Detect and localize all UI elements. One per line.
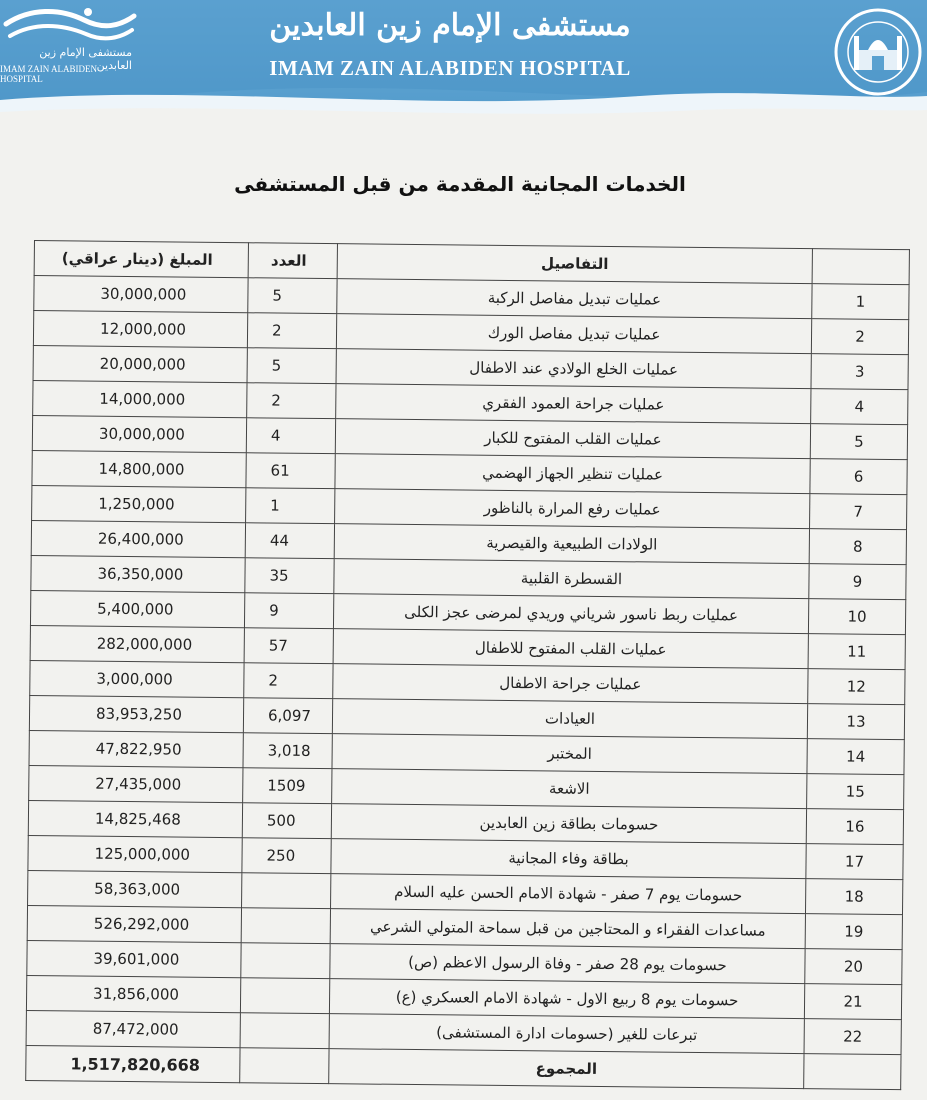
row-number: 12 xyxy=(808,669,905,705)
row-count xyxy=(241,943,330,979)
row-number: 20 xyxy=(805,949,902,985)
row-details: عمليات جراحة العمود الفقري xyxy=(336,384,811,424)
row-number: 22 xyxy=(804,1019,901,1055)
row-details: عمليات القلب المفتوح للاطفال xyxy=(333,629,808,669)
row-amount: 20,000,000 xyxy=(33,345,247,382)
row-details: المختبر xyxy=(332,734,807,774)
row-number: 6 xyxy=(810,459,907,495)
row-amount: 125,000,000 xyxy=(28,835,242,872)
row-count xyxy=(241,908,330,944)
row-count: 2 xyxy=(247,313,336,349)
row-amount: 39,601,000 xyxy=(27,940,241,977)
row-amount: 3,000,000 xyxy=(30,660,244,697)
row-number: 19 xyxy=(805,914,902,950)
row-amount: 1,250,000 xyxy=(32,485,246,522)
row-count: 2 xyxy=(244,663,333,699)
row-number: 21 xyxy=(804,984,901,1020)
row-amount: 31,856,000 xyxy=(26,975,240,1012)
total-amount: 1,517,820,668 xyxy=(26,1045,240,1082)
row-details: تبرعات للغير (حسومات ادارة المستشفى) xyxy=(329,1014,804,1054)
row-number: 8 xyxy=(809,529,906,565)
row-amount: 12,000,000 xyxy=(33,311,247,348)
row-details: عمليات ربط ناسور شرياني وريدي لمرضى عجز الكلى xyxy=(333,594,808,634)
row-amount: 27,435,000 xyxy=(29,765,243,802)
row-details: عمليات القلب المفتوح للكبار xyxy=(335,419,810,459)
row-number: 15 xyxy=(807,774,904,810)
header-number xyxy=(812,249,909,285)
row-number: 11 xyxy=(808,634,905,670)
row-count xyxy=(242,873,331,909)
row-details: عمليات جراحة الاطفال xyxy=(333,664,808,704)
row-count: 9 xyxy=(244,593,333,629)
row-details: حسومات يوم 7 صفر - شهادة الامام الحسن عليه السلام xyxy=(331,874,806,914)
row-count: 6,097 xyxy=(243,698,332,734)
logo-arabic-name: مستشفى الإمام زين العابدين xyxy=(39,46,132,72)
row-number: 1 xyxy=(812,284,909,320)
row-count: 5 xyxy=(247,348,336,384)
hospital-name-arabic: مستشفى الإمام زين العابدين xyxy=(269,8,631,43)
total-number xyxy=(804,1054,901,1090)
row-details: عمليات تبديل مفاصل الركبة xyxy=(337,279,812,319)
row-details: الولادات الطبيعية والقيصرية xyxy=(334,524,809,564)
row-number: 7 xyxy=(810,494,907,530)
row-number: 3 xyxy=(811,354,908,390)
row-number: 4 xyxy=(811,389,908,425)
row-details: عمليات رفع المرارة بالناظور xyxy=(335,489,810,529)
row-amount: 14,000,000 xyxy=(33,380,247,417)
shrine-seal-icon xyxy=(832,6,924,98)
hospital-name-english: IMAM ZAIN ALABIDEN HOSPITAL xyxy=(269,56,631,80)
row-details: العيادات xyxy=(332,699,807,739)
row-count: 4 xyxy=(246,418,335,454)
row-details: حسومات يوم 28 صفر - وفاة الرسول الاعظم (ص) xyxy=(330,944,805,984)
row-count: 1509 xyxy=(243,768,332,804)
row-count: 57 xyxy=(244,628,333,664)
row-amount: 26,400,000 xyxy=(31,520,245,557)
row-details: حسومات يوم 8 ربيع الاول - شهادة الامام العسكري (ع) xyxy=(329,979,804,1019)
row-count: 500 xyxy=(242,803,331,839)
header-amount: المبلغ (دينار عراقي) xyxy=(34,241,248,278)
row-number: 16 xyxy=(806,809,903,845)
row-details: بطاقة وفاء المجانية xyxy=(331,839,806,879)
row-number: 2 xyxy=(811,319,908,355)
row-details: عمليات تبديل مفاصل الورك xyxy=(336,314,811,354)
row-count: 44 xyxy=(245,523,334,559)
logo-english-name: IMAM ZAIN ALABIDEN HOSPITAL xyxy=(0,64,97,84)
header-details: التفاصيل xyxy=(337,244,812,284)
row-count xyxy=(240,978,329,1014)
row-details: عمليات الخلع الولادي عند الاطفال xyxy=(336,349,811,389)
row-number: 10 xyxy=(808,599,905,635)
row-count: 3,018 xyxy=(243,733,332,769)
row-count: 5 xyxy=(248,278,337,314)
row-count: 35 xyxy=(245,558,334,594)
row-number: 14 xyxy=(807,739,904,775)
row-amount: 36,350,000 xyxy=(31,555,245,592)
row-amount: 282,000,000 xyxy=(30,625,244,662)
row-details: مساعدات الفقراء و المحتاجين من قبل سماحة المتولي الشرعي xyxy=(330,909,805,949)
row-count: 61 xyxy=(246,453,335,489)
hospital-banner xyxy=(0,0,927,128)
services-table-container xyxy=(25,240,896,1090)
row-amount: 30,000,000 xyxy=(34,276,248,313)
page-title: الخدمات المجانية المقدمة من قبل المستشفى xyxy=(234,172,686,196)
row-amount: 14,800,000 xyxy=(32,450,246,487)
row-amount: 58,363,000 xyxy=(28,870,242,907)
row-number: 18 xyxy=(805,879,902,915)
row-number: 5 xyxy=(810,424,907,460)
row-details: حسومات بطاقة زين العابدين xyxy=(331,804,806,844)
row-count: 1 xyxy=(246,488,335,524)
row-amount: 87,472,000 xyxy=(26,1010,240,1047)
row-details: الاشعة xyxy=(332,769,807,809)
row-count xyxy=(240,1013,329,1049)
total-count xyxy=(240,1048,329,1084)
row-count: 2 xyxy=(247,383,336,419)
row-amount: 5,400,000 xyxy=(30,590,244,627)
header-count: العدد xyxy=(248,243,337,279)
row-details: القسطرة القلبية xyxy=(334,559,809,599)
row-count: 250 xyxy=(242,838,331,874)
row-amount: 526,292,000 xyxy=(27,905,241,942)
row-amount: 30,000,000 xyxy=(32,415,246,452)
free-services-table xyxy=(25,240,910,1090)
row-number: 17 xyxy=(806,844,903,880)
row-amount: 83,953,250 xyxy=(29,695,243,732)
total-label: المجموع xyxy=(329,1049,804,1089)
row-number: 9 xyxy=(809,564,906,600)
row-amount: 47,822,950 xyxy=(29,730,243,767)
row-number: 13 xyxy=(807,704,904,740)
row-details: عمليات تنظير الجهاز الهضمي xyxy=(335,454,810,494)
row-amount: 14,825,468 xyxy=(28,800,242,837)
